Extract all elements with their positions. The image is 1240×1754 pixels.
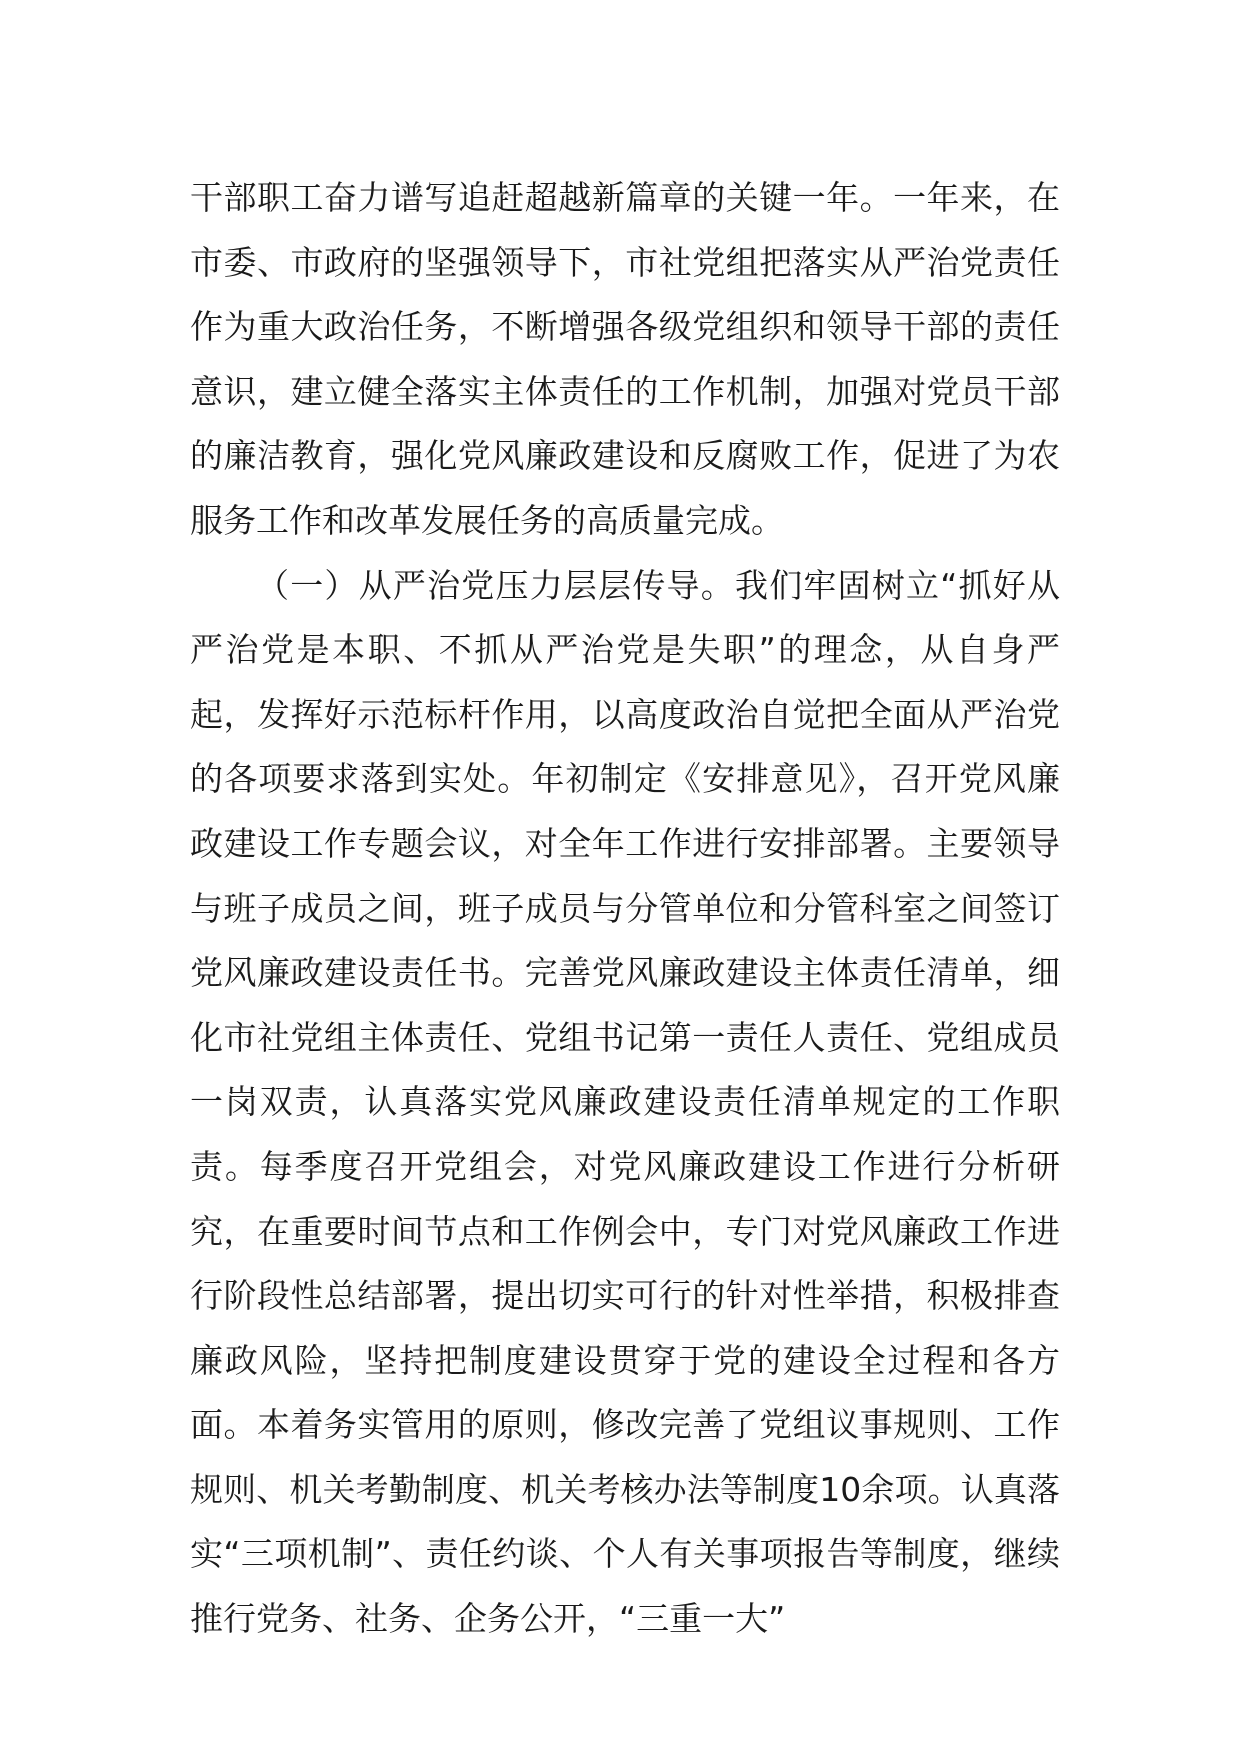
body-text: [190, 166, 1060, 1652]
paragraph-continuation: 干部职工奋力谱写追赶超越新篇章的关键一年。一年来，在市委、市政府的坚强领导下，市社党组把落实从严治党责任作为重大政治任务，不断增强各级党组织和领导干部的责任意识，建立健全落实主体责任的工作机制，加强对党员干部的廉洁教育，强化党风廉政建设和反腐败工作，促进了为农服务工作和改革发展任务的高质量完成。: [190, 178, 1060, 540]
paragraph-section-one: （一）从严治党压力层层传导。我们牢固树立“抓好从严治党是本职、不抓从严治党是失职”的理念，从自身严起，发挥好示范标杆作用，以高度政治自觉把全面从严治党的各项要求落到实处。年初制定《安排意见》，召开党风廉政建设工作专题会议，对全年工作进行安排部署。主要领导与班子成员之间，班子成员与分管单位和分管科室之间签订党风廉政建设责任书。完善党风廉政建设主体责任清单，细化市社党组主体责任、党组书记第一责任人责任、党组成员一岗双责，认真落实党风廉政建设责任清单规定的工作职责。每季度召开党组会，对党风廉政建设工作进行分析研究，在重要时间节点和工作例会中，专门对党风廉政工作进行阶段性总结部署，提出切实可行的针对性举措，积极排查廉政风险，坚持把制度建设贯穿于党的建设全过程和各方面。本着务实管用的原则，修改完善了党组议事规则、工作规则、机关考勤制度、机关考核办法等制度10余项。认真落实“三项机制”、责任约谈、个人有关事项报告等制度，继续推行党务、社务、企务公开，“三重一大”: [190, 565, 1060, 1639]
